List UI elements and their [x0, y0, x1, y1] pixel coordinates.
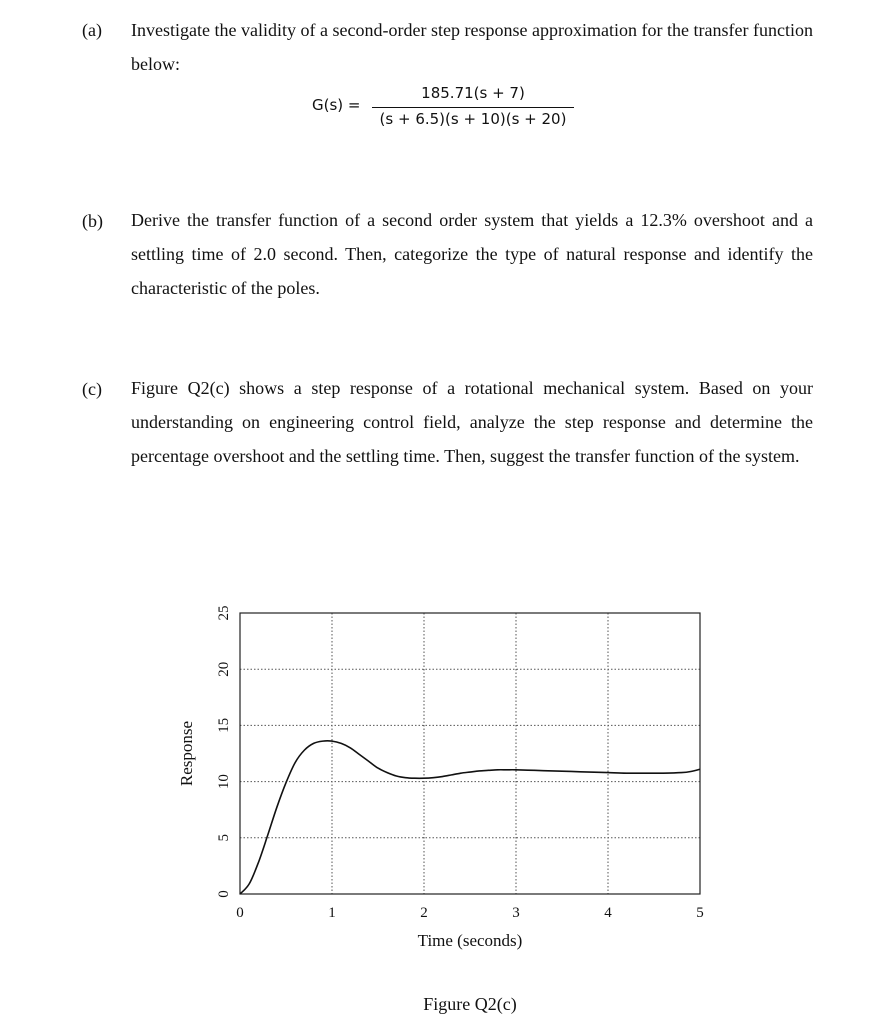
question-c-text: Figure Q2(c) shows a step response of a rotational mechanical system. Based on your understanding on engineering control field, analyze the step response and determine the percentage overshoot and the settling time. Then, suggest the transfer function of the system. [131, 378, 813, 466]
y-tick-label-3: 15 [216, 717, 232, 733]
y-axis-label: Response [177, 720, 196, 787]
y-tick-label-1: 5 [216, 834, 232, 842]
figure-caption: Figure Q2(c) [423, 994, 517, 1014]
x-tick-label-5: 5 [696, 905, 704, 921]
question-c-label: (c) [82, 379, 102, 399]
question-b-text: Derive the transfer function of a second order system that yields a 12.3% overshoot and a settling time of 2.0 second. Then, categorize the type of natural response and identify the characteristic of the poles. [131, 210, 813, 298]
question-b-label: (b) [82, 211, 103, 231]
x-tick-label-2: 2 [420, 905, 428, 921]
equation-lhs: G(s) = [312, 96, 361, 114]
y-tick-label-0: 0 [216, 890, 232, 898]
question-a-label: (a) [82, 20, 102, 40]
y-tick-label-5: 25 [216, 605, 232, 621]
question-a-text: Investigate the validity of a second-order step response approximation for the transfer function below: [131, 20, 813, 74]
equation-denominator: (s + 6.5)(s + 10)(s + 20) [379, 110, 567, 128]
x-tick-label-1: 1 [328, 905, 336, 921]
equation-numerator: 185.71(s + 7) [421, 84, 525, 102]
x-axis-label: Time (seconds) [417, 931, 523, 950]
series-line-0 [240, 741, 700, 894]
x-tick-label-4: 4 [604, 905, 612, 921]
x-tick-label-3: 3 [512, 905, 520, 921]
x-tick-label-0: 0 [236, 905, 244, 921]
y-tick-label-4: 20 [216, 661, 232, 677]
plot-frame [240, 613, 700, 894]
y-tick-label-2: 10 [216, 774, 232, 790]
